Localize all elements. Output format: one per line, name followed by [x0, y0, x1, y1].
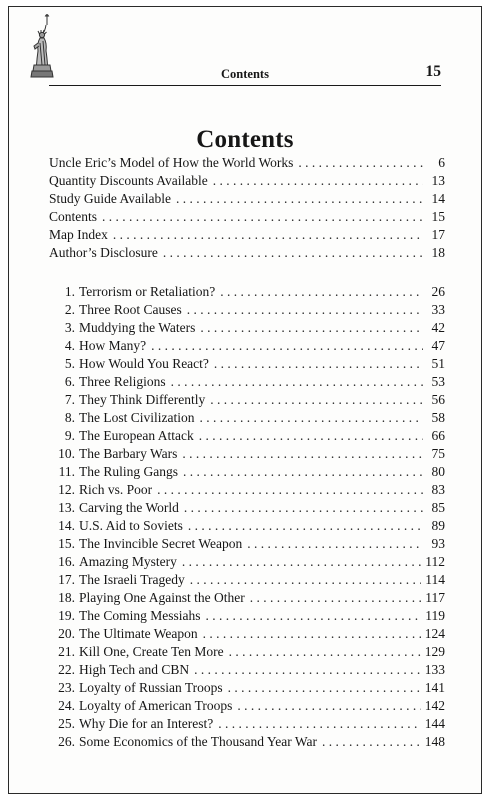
toc-chapter-entry: [49, 481, 445, 499]
chapter-number: 7.: [64, 392, 75, 407]
entry-page-number: 114: [425, 572, 445, 587]
chapter-title: The Lost Civilization: [79, 410, 195, 425]
dot-leader: [218, 715, 421, 733]
entry-page-number: 89: [431, 518, 445, 533]
toc-front-entry: [49, 208, 445, 226]
chapter-title: Loyalty of American Troops: [79, 698, 233, 713]
dot-leader: [163, 244, 423, 262]
chapter-number: 25.: [58, 716, 75, 731]
chapter-title: Terrorism or Retaliation?: [79, 284, 216, 299]
toc-chapter-entry: [49, 517, 445, 535]
dot-leader: [151, 337, 423, 355]
chapter-title: The Barbary Wars: [79, 446, 178, 461]
toc-chapter-entry: [49, 499, 445, 517]
chapter-number: 20.: [58, 626, 75, 641]
chapter-title: Playing One Against the Other: [79, 590, 245, 605]
entry-page-number: 47: [431, 338, 445, 353]
chapter-list: [49, 283, 445, 751]
front-matter-list: [49, 154, 445, 262]
chapter-title: How Would You React?: [79, 356, 209, 371]
chapter-number: 11.: [58, 464, 75, 479]
chapter-title: Amazing Mystery: [79, 554, 177, 569]
entry-page-number: 75: [431, 446, 445, 461]
running-header: [49, 63, 441, 86]
chapter-number: 14.: [58, 518, 75, 533]
chapter-number: 24.: [58, 698, 75, 713]
dot-leader: [200, 319, 423, 337]
chapter-title: Muddying the Waters: [79, 320, 196, 335]
dot-leader: [102, 208, 423, 226]
entry-page-number: 117: [425, 590, 445, 605]
entry-page-number: 141: [424, 680, 445, 695]
chapter-number: 22.: [58, 662, 75, 677]
dot-leader: [237, 697, 420, 715]
chapter-number: 18.: [58, 590, 75, 605]
entry-page-number: 129: [424, 644, 445, 659]
entry-page-number: 56: [431, 392, 445, 407]
dot-leader: [188, 517, 423, 535]
toc-chapter-entry: [49, 535, 445, 553]
chapter-title: Loyalty of Russian Troops: [79, 680, 223, 695]
dot-leader: [322, 733, 421, 751]
chapter-title: Three Religions: [79, 374, 166, 389]
dot-leader: [199, 427, 423, 445]
chapter-number: 6.: [64, 374, 75, 389]
dot-leader: [187, 301, 423, 319]
chapter-number: 8.: [64, 410, 75, 425]
chapter-title: High Tech and CBN: [79, 662, 190, 677]
toc-chapter-entry: [49, 355, 445, 373]
entry-title: Author’s Disclosure: [49, 245, 158, 260]
toc-chapter-entry: [49, 445, 445, 463]
entry-page-number: 18: [431, 245, 445, 260]
chapter-number: 13.: [58, 500, 75, 515]
chapter-number: 3.: [64, 320, 75, 335]
dot-leader: [183, 463, 423, 481]
chapter-title: Some Economics of the Thousand Year War: [79, 734, 318, 749]
entry-page-number: 42: [431, 320, 445, 335]
dot-leader: [190, 571, 422, 589]
toc-front-entry: [49, 154, 445, 172]
entry-page-number: 53: [431, 374, 445, 389]
toc-chapter-entry: [49, 697, 445, 715]
chapter-title: The Ultimate Weapon: [79, 626, 198, 641]
toc-chapter-entry: [49, 553, 445, 571]
entry-page-number: 14: [431, 191, 445, 206]
dot-leader: [171, 373, 423, 391]
toc-chapter-entry: [49, 589, 445, 607]
entry-page-number: 85: [431, 500, 445, 515]
entry-page-number: 26: [431, 284, 445, 299]
dot-leader: [250, 589, 422, 607]
page-number: 15: [425, 63, 441, 80]
toc-chapter-entry: [49, 643, 445, 661]
entry-page-number: 93: [431, 536, 445, 551]
chapter-title: Carving the World: [79, 500, 179, 515]
chapter-number: 4.: [64, 338, 75, 353]
toc-chapter-entry: [49, 571, 445, 589]
entry-title: Map Index: [49, 227, 108, 242]
toc-chapter-entry: [49, 625, 445, 643]
toc-chapter-entry: [49, 607, 445, 625]
toc-chapter-entry: [49, 463, 445, 481]
toc-chapter-entry: [49, 319, 445, 337]
dot-leader: [194, 661, 421, 679]
dot-leader: [176, 190, 423, 208]
entry-page-number: 33: [431, 302, 445, 317]
toc-chapter-entry: [49, 679, 445, 697]
entry-page-number: 17: [431, 227, 445, 242]
toc-chapter-entry: [49, 661, 445, 679]
dot-leader: [182, 553, 421, 571]
dot-leader: [203, 625, 421, 643]
toc-front-entry: [49, 190, 445, 208]
entry-page-number: 124: [424, 626, 445, 641]
dot-leader: [228, 679, 421, 697]
toc-chapter-entry: [49, 409, 445, 427]
book-page: [8, 6, 482, 794]
chapter-number: 16.: [58, 554, 75, 569]
entry-page-number: 6: [438, 155, 445, 170]
entry-title: Contents: [49, 209, 98, 224]
chapter-number: 1.: [64, 284, 75, 299]
chapter-number: 10.: [58, 446, 75, 461]
dot-leader: [206, 607, 422, 625]
dot-leader: [210, 391, 423, 409]
chapter-title: U.S. Aid to Soviets: [79, 518, 183, 533]
entry-page-number: 83: [431, 482, 445, 497]
toc-front-entry: [49, 226, 445, 244]
entry-page-number: 119: [425, 608, 445, 623]
dot-leader: [184, 499, 423, 517]
dot-leader: [298, 154, 423, 172]
chapter-title: How Many?: [79, 338, 147, 353]
chapter-title: They Think Differently: [79, 392, 206, 407]
chapter-number: 9.: [64, 428, 75, 443]
dot-leader: [182, 445, 423, 463]
entry-page-number: 15: [431, 209, 445, 224]
entry-page-number: 51: [431, 356, 445, 371]
chapter-title: Kill One, Create Ten More: [79, 644, 224, 659]
chapter-title: Three Root Causes: [79, 302, 182, 317]
toc-chapter-entry: [49, 337, 445, 355]
chapter-number: 26.: [58, 734, 75, 749]
entry-page-number: 142: [424, 698, 445, 713]
running-head-title: Contents: [221, 67, 269, 81]
dot-leader: [213, 172, 423, 190]
toc-front-entry: [49, 244, 445, 262]
toc-chapter-entry: [49, 715, 445, 733]
toc-chapter-entry: [49, 373, 445, 391]
toc-chapter-entry: [49, 301, 445, 319]
entry-title: Uncle Eric’s Model of How the World Works: [49, 155, 294, 170]
dot-leader: [113, 226, 423, 244]
chapter-title: The Invincible Secret Weapon: [79, 536, 243, 551]
page-title: Contents: [196, 125, 294, 153]
toc-front-entry: [49, 172, 445, 190]
chapter-title: The Coming Messiahs: [79, 608, 201, 623]
dot-leader: [229, 643, 421, 661]
chapter-title: Rich vs. Poor: [79, 482, 153, 497]
entry-page-number: 66: [431, 428, 445, 443]
chapter-number: 2.: [64, 302, 75, 317]
entry-page-number: 144: [424, 716, 445, 731]
toc-chapter-entry: [49, 391, 445, 409]
entry-page-number: 112: [425, 554, 445, 569]
chapter-title: Why Die for an Interest?: [79, 716, 214, 731]
chapter-number: 12.: [58, 482, 75, 497]
entry-page-number: 58: [431, 410, 445, 425]
dot-leader: [220, 283, 423, 301]
entry-page-number: 148: [424, 734, 445, 749]
toc-chapter-entry: [49, 283, 445, 301]
entry-page-number: 80: [431, 464, 445, 479]
chapter-number: 21.: [58, 644, 75, 659]
chapter-title: The Ruling Gangs: [79, 464, 178, 479]
chapter-number: 23.: [58, 680, 75, 695]
chapter-number: 15.: [58, 536, 75, 551]
dot-leader: [214, 355, 423, 373]
chapter-title: The European Attack: [79, 428, 194, 443]
dot-leader: [157, 481, 423, 499]
entry-page-number: 13: [431, 173, 445, 188]
toc-chapter-entry: [49, 427, 445, 445]
entry-title: Study Guide Available: [49, 191, 171, 206]
chapter-title: The Israeli Tragedy: [79, 572, 185, 587]
dot-leader: [247, 535, 423, 553]
toc-chapter-entry: [49, 733, 445, 751]
entry-page-number: 133: [424, 662, 445, 677]
dot-leader: [199, 409, 423, 427]
entry-title: Quantity Discounts Available: [49, 173, 208, 188]
chapter-number: 5.: [64, 356, 75, 371]
chapter-number: 17.: [58, 572, 75, 587]
chapter-number: 19.: [58, 608, 75, 623]
